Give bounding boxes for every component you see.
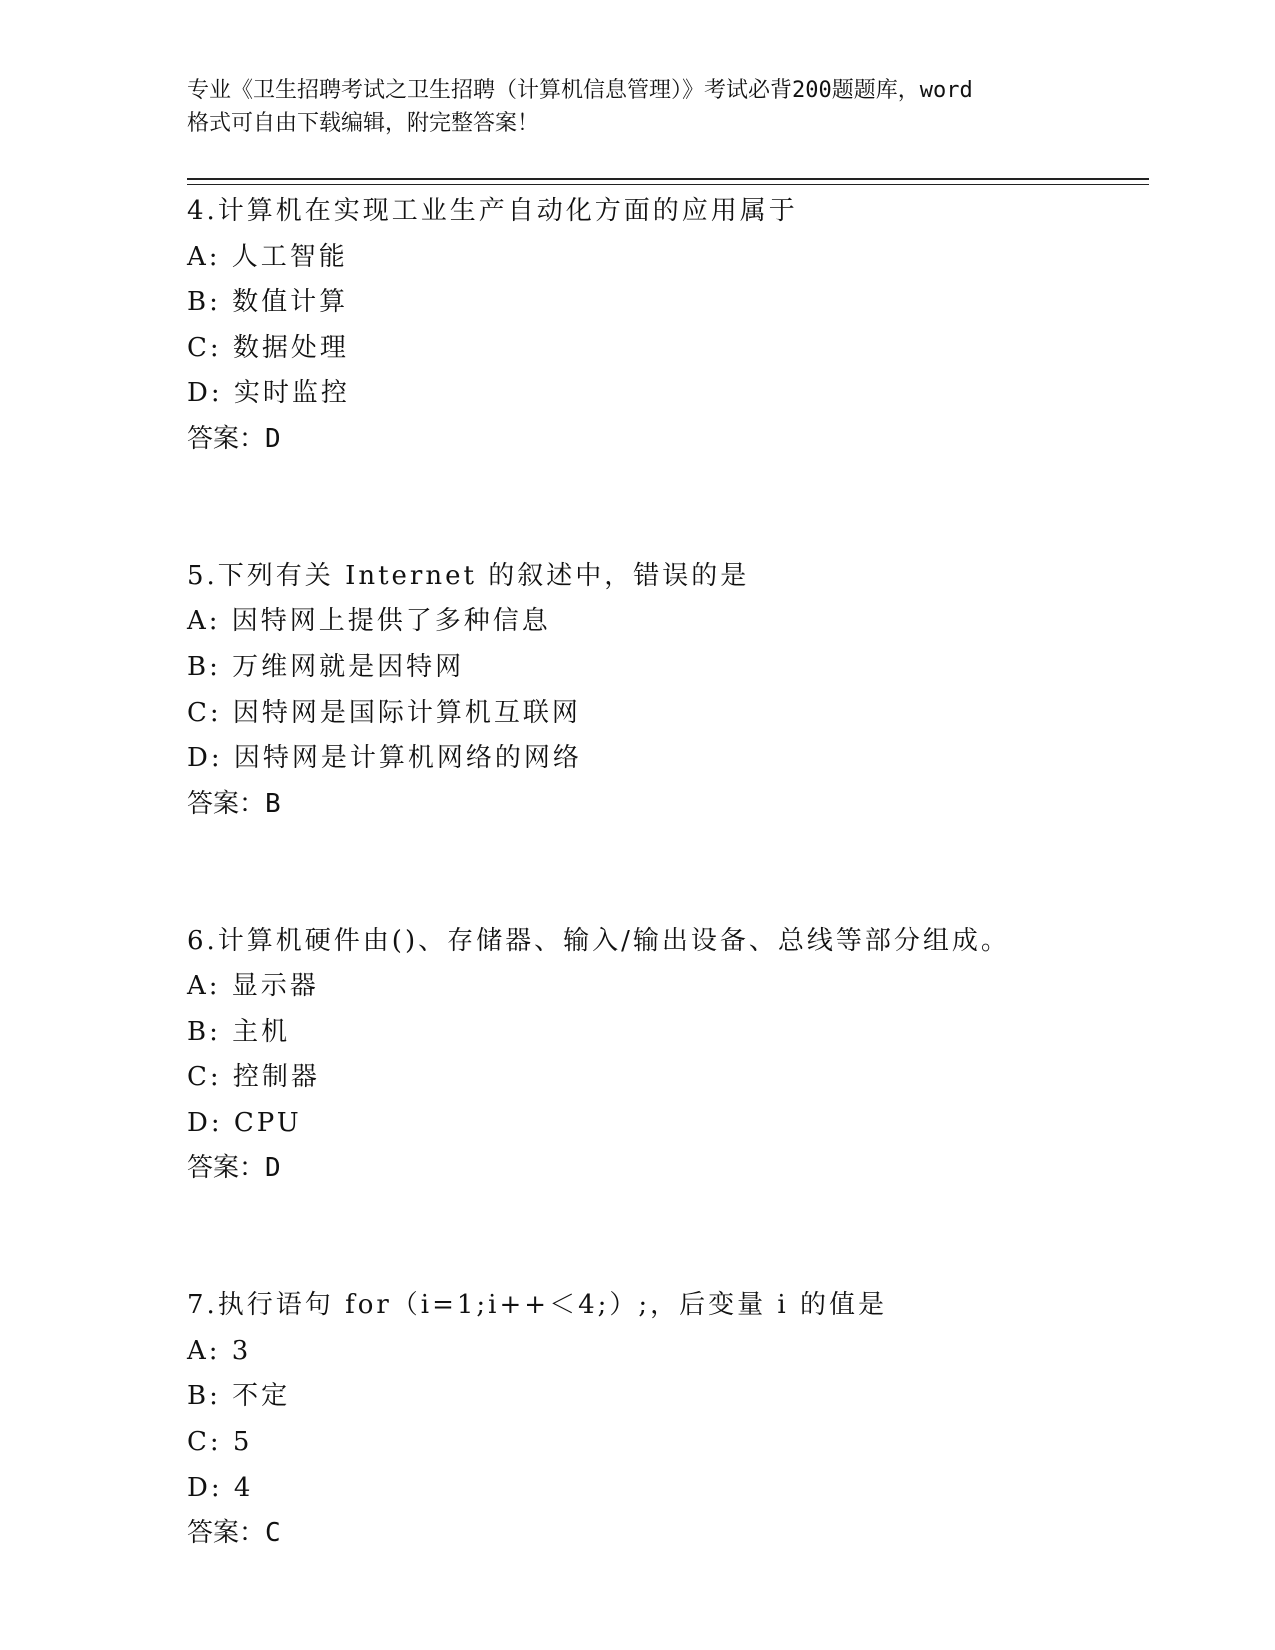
option-c: C: 因特网是国际计算机互联网 (187, 697, 581, 728)
header-line-2: 格式可自由下载编辑，附完整答案！ (187, 111, 540, 136)
answer: 答案：D (187, 1153, 281, 1184)
question-list (187, 189, 1147, 1557)
question-7 (187, 1283, 1147, 1557)
option-c: C: 数据处理 (187, 332, 349, 363)
question-spacer (187, 463, 1147, 554)
option-a: A: 3 (187, 1335, 252, 1366)
option-a: A: 人工智能 (187, 241, 348, 272)
question-4 (187, 189, 1147, 554)
option-a: A: 显示器 (187, 971, 319, 1002)
header-line-1: 专业《卫生招聘考试之卫生招聘（计算机信息管理）》考试必背200题题库，word (187, 78, 973, 103)
question-spacer (187, 1192, 1147, 1283)
question-spacer (187, 827, 1147, 918)
question-title: 6.计算机硬件由()、存储器、输入/输出设备、总线等部分组成。 (187, 925, 1010, 956)
header-divider-thin (187, 184, 1149, 185)
answer: 答案：B (187, 788, 281, 819)
option-a: A: 因特网上提供了多种信息 (187, 606, 551, 637)
question-title: 4.计算机在实现工业生产自动化方面的应用属于 (187, 196, 798, 226)
option-d: D: 4 (187, 1472, 254, 1503)
option-b: B: 主机 (187, 1016, 291, 1047)
answer: 答案：D (187, 423, 281, 454)
option-b: B: 不定 (187, 1381, 291, 1412)
header-divider-thick (187, 178, 1149, 180)
document-header (187, 74, 1087, 140)
answer: 答案：C (187, 1518, 281, 1549)
option-c: C: 控制器 (187, 1062, 320, 1093)
option-b: B: 万维网就是因特网 (187, 651, 465, 682)
question-5 (187, 554, 1147, 919)
option-d: D: CPU (187, 1107, 302, 1138)
option-d: D: 因特网是计算机网络的网络 (187, 743, 582, 774)
option-b: B: 数值计算 (187, 287, 349, 318)
option-d: D: 实时监控 (187, 378, 350, 409)
question-title: 5.下列有关 Internet 的叙述中，错误的是 (187, 560, 750, 591)
option-c: C: 5 (187, 1427, 253, 1458)
question-6 (187, 919, 1147, 1284)
question-title: 7.执行语句 for（i=1;i++＜4;）;，后变量 i 的值是 (187, 1290, 887, 1321)
